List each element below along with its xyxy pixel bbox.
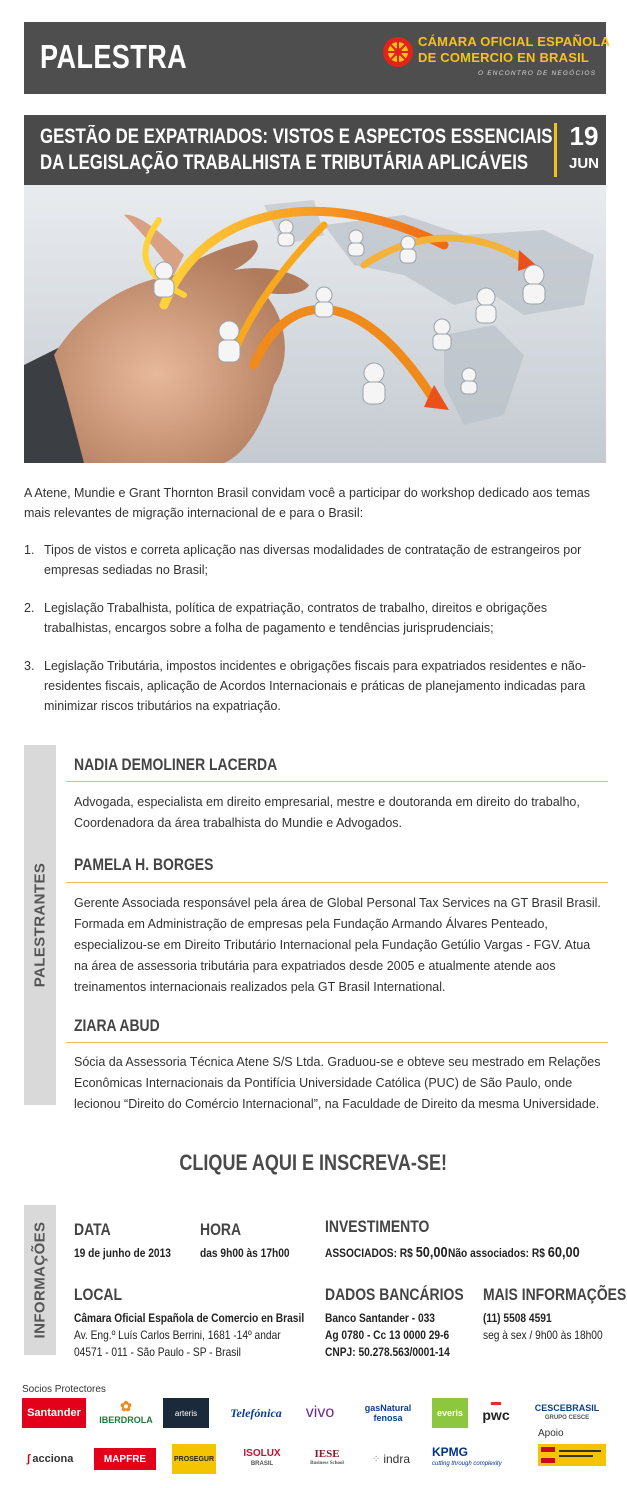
header-banner bbox=[24, 22, 611, 94]
pwc-logo[interactable]: ▬ pwc bbox=[482, 1397, 510, 1423]
pwc-mark-icon: ▬ bbox=[491, 1397, 501, 1408]
bank-name: Banco Santander - 033 bbox=[325, 1311, 435, 1325]
event-title-line1: GESTÃO DE EXPATRIADOS: VISTOS E ASPECTOS ESSENCIAIS bbox=[40, 125, 553, 148]
date-value: 19 de junho de 2013 bbox=[74, 1246, 171, 1260]
event-title-line2: DA LEGISLAÇÃO TRABALHISTA E TRIBUTÁRIA APLICÁVEIS bbox=[40, 151, 529, 174]
kpmg-logo[interactable]: KPMG cutting through complexity bbox=[432, 1445, 502, 1467]
member-price bbox=[325, 1244, 448, 1261]
mapfre-logo[interactable]: MAPFRE bbox=[94, 1448, 156, 1470]
telefonica-logo[interactable]: Telefónica bbox=[230, 1405, 282, 1420]
isolux-logo[interactable]: ISOLUX BRASIL bbox=[243, 1448, 281, 1467]
topic-number: 1. bbox=[24, 543, 35, 557]
speaker-name: PAMELA H. BORGES bbox=[74, 855, 214, 874]
speakers-sidebar bbox=[24, 745, 56, 1105]
org-name-line2: DE COMERCIO EN BRASIL bbox=[418, 50, 590, 65]
info-sidebar bbox=[24, 1205, 56, 1355]
camara-sun-icon bbox=[382, 36, 414, 68]
topic-text: Legislação Tributária, impostos incidentes e obrigações fiscais para expatriados residentes e não-residentes fiscais, aplicação de Acordos Internacionais e práticas de planejamento indicadas para minimizar riscos tributários na expatriação. bbox=[44, 659, 586, 713]
location-address-2: 04571 - 011 - São Paulo - SP - Brasil bbox=[74, 1345, 241, 1359]
speakers-label: PALESTRANTES bbox=[31, 862, 49, 988]
arteris-logo[interactable]: arteris bbox=[163, 1398, 209, 1428]
org-tagline: O ENCONTRO DE NEGÓCIOS bbox=[478, 70, 597, 77]
speaker-bio: Gerente Associada responsável pela área de Global Personal Tax Services na GT Brasil Brasil. Formada em Administração de empresas pela Fundação Armando Álvares Penteado, especializou-se em Direito Tributário Internacional pela Fundação Getúlio Vargas - FGV. Atua na área de assessoria tributária para expatriados desde 2005 e atualmente atende aos treinamentos internacionais realizados pela GT Brasil International. bbox=[74, 896, 601, 994]
acciona-logo[interactable]: ʃ acciona bbox=[26, 1453, 74, 1465]
iberdrola-leaf-icon: ✿ bbox=[120, 1397, 132, 1414]
contact-phone[interactable]: (11) 5508 4591 bbox=[483, 1311, 552, 1325]
gasnatural-logo[interactable]: gasNatural fenosa bbox=[364, 1403, 412, 1423]
bank-cnpj: CNPJ: 50.278.563/0001-14 bbox=[325, 1345, 450, 1359]
list-item bbox=[24, 656, 606, 716]
nonmember-price-label: Não associados: R$ bbox=[448, 1246, 545, 1260]
santander-logo[interactable]: Santander bbox=[22, 1398, 86, 1428]
speaker-bio: Sócia da Assessoria Técnica Atene S/S Ltda. Graduou-se e obteve seu mestrado em Relações Econômicas Internacionais da Pontifícia Universidade Católica (PUC) de São Paulo, onde lecionou “Direito do Comércio Internacional”, na Faculdade de Direito da mesma Universidade. bbox=[74, 1055, 601, 1111]
info-label: INFORMAÇÕES bbox=[31, 1221, 49, 1339]
topic-number: 3. bbox=[24, 659, 35, 673]
register-link[interactable] bbox=[0, 1150, 627, 1176]
member-price-value: 50,00 bbox=[415, 1244, 448, 1261]
iese-logo[interactable]: IESE Business School bbox=[310, 1448, 344, 1466]
location-address-1: Av. Eng.º Luís Carlos Berrini, 1681 -14º andar bbox=[74, 1328, 281, 1342]
list-item bbox=[24, 598, 606, 638]
speaker-name: NADIA DEMOLINER LACERDA bbox=[74, 755, 278, 774]
topic-text: Tipos de vistos e correta aplicação nas diversas modalidades de contratação de estrangeiros por empresas sediadas no Brasil; bbox=[44, 543, 582, 577]
topic-text: Legislação Trabalhista, política de expatriação, contratos de trabalho, direitos e obrigações trabalhistas, encargos sobre a folha de pagamento e tendências jurisprudenciais; bbox=[44, 601, 548, 635]
event-title-band bbox=[24, 115, 606, 185]
spain-government-logo[interactable] bbox=[538, 1444, 606, 1466]
time-label: HORA bbox=[200, 1220, 242, 1239]
location-label: LOCAL bbox=[74, 1285, 123, 1304]
investment-label: INVESTIMENTO bbox=[325, 1217, 430, 1236]
nonmember-price bbox=[448, 1244, 580, 1261]
hero-image bbox=[24, 185, 606, 463]
indra-dots-icon: ⁘ bbox=[371, 1453, 381, 1465]
network-hand-illustration bbox=[24, 185, 606, 463]
event-kind: PALESTRA bbox=[40, 38, 188, 75]
topic-number: 2. bbox=[24, 601, 35, 615]
event-day: 19 bbox=[569, 121, 599, 151]
acciona-mark-icon: ʃ bbox=[26, 1453, 31, 1465]
speaker-divider bbox=[66, 1042, 608, 1043]
event-month: JUN bbox=[568, 155, 599, 172]
vivo-logo[interactable]: vivo bbox=[305, 1404, 335, 1421]
date-label: DATA bbox=[74, 1220, 111, 1239]
time-value: das 9h00 às 17h00 bbox=[200, 1246, 290, 1260]
title-separator bbox=[554, 123, 557, 177]
nonmember-price-value: 60,00 bbox=[547, 1244, 580, 1261]
spain-crest-icon bbox=[539, 1445, 605, 1465]
list-item bbox=[24, 540, 606, 580]
everis-logo[interactable]: everis bbox=[432, 1398, 468, 1428]
cescebrasil-logo[interactable]: CESCEBRASIL GRUPO CESCE bbox=[534, 1403, 600, 1421]
camara-logo[interactable] bbox=[382, 32, 611, 86]
location-name: Câmara Oficial Española de Comercio en Brasil bbox=[74, 1311, 305, 1325]
speaker-divider bbox=[66, 781, 608, 782]
speaker-divider bbox=[66, 882, 608, 883]
bank-label: DADOS BANCÁRIOS bbox=[325, 1285, 464, 1304]
prosegur-logo[interactable]: PROSEGUR bbox=[172, 1444, 216, 1474]
contact-hours: seg à sex / 9h00 às 18h00 bbox=[483, 1328, 603, 1342]
intro-text: A Atene, Mundie e Grant Thornton Brasil convidam você a participar do workshop dedicado aos temas mais relevantes de migração internacional de e para o Brasil: bbox=[24, 486, 591, 520]
speaker-bio: Advogada, especialista em direito empresarial, mestre e doutoranda em direito do trabalho, Coordenadora da área trabalhista do Mundie e Advogados. bbox=[74, 795, 580, 830]
member-price-label: ASSOCIADOS: R$ bbox=[325, 1246, 413, 1260]
org-name-line1: CÁMARA OFICIAL ESPAÑOLA bbox=[418, 34, 611, 49]
more-info-label: MAIS INFORMAÇÕES bbox=[483, 1285, 627, 1304]
iberdrola-logo[interactable]: ✿ IBERDROLA bbox=[99, 1397, 153, 1425]
topic-list bbox=[24, 540, 606, 734]
support-label: Apoio bbox=[538, 1428, 564, 1439]
sponsors-label: Socios Protectores bbox=[22, 1384, 106, 1395]
indra-logo[interactable]: ⁘ indra bbox=[371, 1452, 411, 1466]
register-link-label[interactable]: CLIQUE AQUI E INSCREVA-SE! bbox=[179, 1150, 448, 1175]
speaker-name: ZIARA ABUD bbox=[74, 1016, 160, 1035]
bank-account: Ag 0780 - Cc 13 0000 29-6 bbox=[325, 1328, 450, 1342]
